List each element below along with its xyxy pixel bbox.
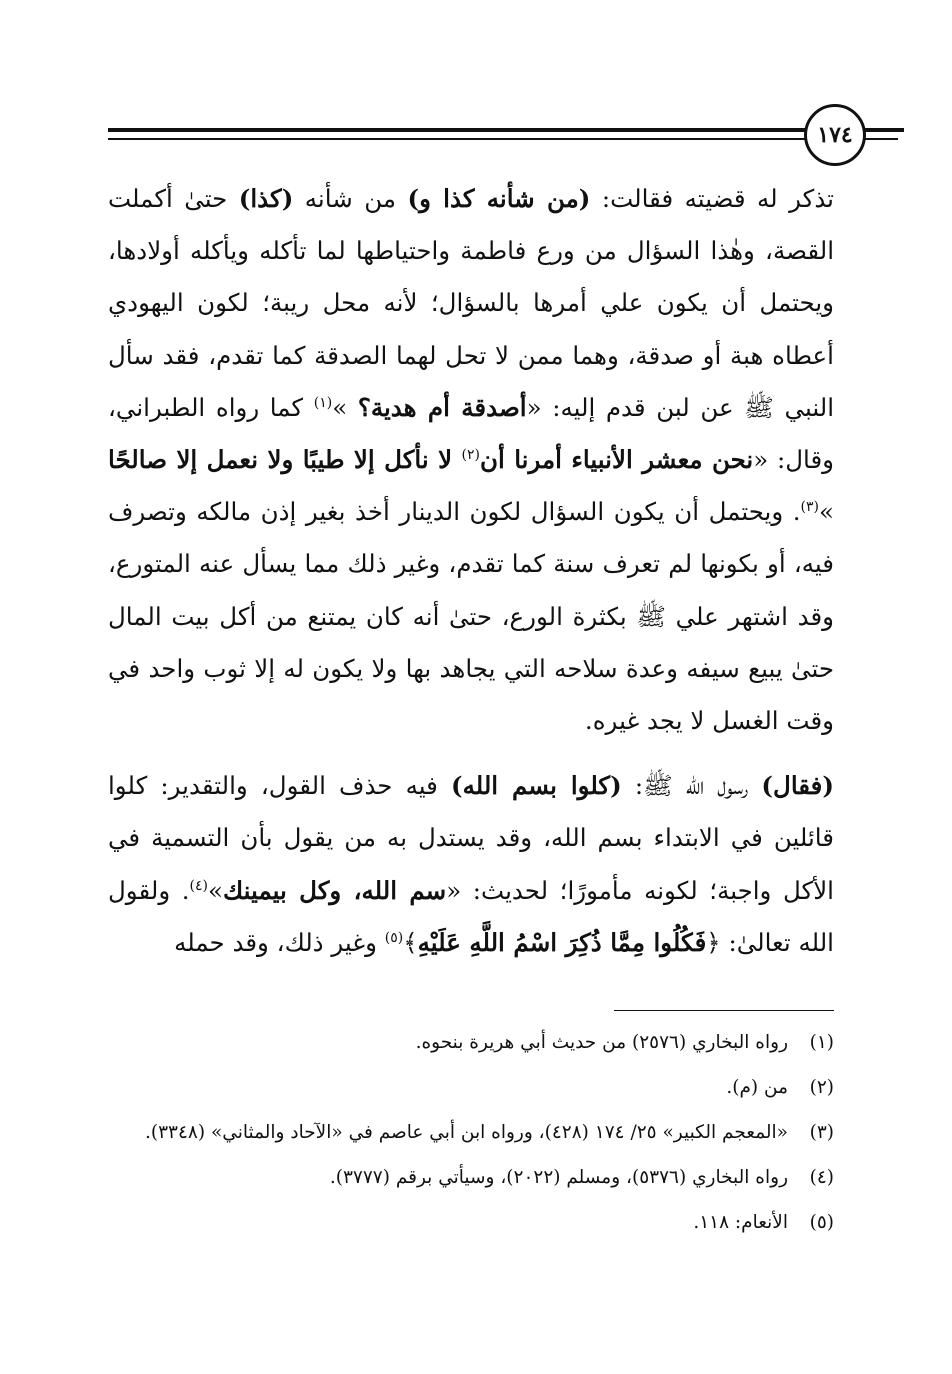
footnote-ref-3[interactable]: (٣) — [800, 499, 819, 516]
text-run: من شأنه — [293, 184, 408, 213]
hadith-quote: نحن معشر الأنبياء أمرنا أن — [479, 445, 754, 475]
footnotes — [108, 1025, 834, 1250]
page-number-tail-thin — [864, 138, 898, 140]
text-run: . ويحتمل أن يكون السؤال لكون الدينار أخذ بغير إذن مالكه وتصرف فيه، أو بكونها لم تعرف سنة كما تقدم، وغير ذلك مما يسأل عنه المتورع، وقد اشتهر علي ﷺ بكثرة الورع، حتىٰ أنه كان يمتنع من أكل بيت المال حتىٰ يبيع سيفه وعدة سلاحه التي يجاهد بها ولا يكون له إلا ثوب واحد في وقت الغسل لا يجد غيره. — [108, 497, 834, 736]
footnote-text: «المعجم الكبير» ٢٥/ ١٧٤ (٤٢٨)، ورواه ابن أبي عاصم في «الآحاد والمثاني» (٣٣٤٨). — [145, 1122, 788, 1143]
quran-verse: فَكُلُوا مِمَّا ذُكِرَ اسْمُ اللَّهِ عَلَيْهِ — [417, 927, 707, 957]
hadith-quote: أصدقة أم هدية؟ — [357, 392, 527, 422]
footnote-number: (٥) — [809, 1212, 834, 1233]
footnote-item — [108, 1070, 834, 1105]
paragraph-2 — [108, 760, 834, 969]
footnote-separator — [614, 1010, 834, 1011]
hadith-quote: لا نأكل إلا طيبًا ولا نعمل إلا صالحًا — [108, 445, 462, 475]
text-run: فيه حذف القول، والتقدير: كلوا قائلين في الابتداء بسم الله، وقد يستدل به من يقول بأن التسمية في الأكل واجبة؛ لكونه مأمورًا؛ لحديث: « — [108, 771, 834, 905]
footnote-number: (٣) — [809, 1122, 834, 1143]
page-header — [108, 100, 853, 180]
footnote-number: (٤) — [809, 1167, 834, 1188]
footnote-ref-2[interactable]: (٢) — [461, 446, 480, 463]
footnote-item — [108, 1205, 834, 1240]
text-run: ﴾ — [403, 927, 418, 957]
footnote-item — [108, 1115, 834, 1150]
footnote-text: الأنعام: ١١٨. — [693, 1212, 788, 1233]
quoted-phrase: (كذا) — [238, 184, 294, 213]
footnote-item — [108, 1160, 834, 1195]
quoted-phrase: (من شأنه كذا و) — [407, 184, 591, 213]
text-run: » — [819, 497, 834, 527]
main-text — [108, 173, 834, 969]
text-run: كما رواه الطبراني، وقال: « — [108, 392, 835, 475]
text-run: حتىٰ أكملت القصة، وهٰذا السؤال من ورع فاطمة واحتياطها لما تأكله ويأكله أولادها، ويحتمل أن يكون علي أمرها بالسؤال؛ لأنه محل ريبة؛ لكون اليهودي أعطاه هبة أو صدقة، وهما ممن لا تحل لهما الصدقة كما تقدم، فقد سأل النبي ﷺ عن لبن قدم إليه: « — [108, 184, 834, 422]
footnote-ref-5[interactable]: (٥) — [384, 929, 404, 946]
text-run: رسول الله ﷺ: — [621, 771, 762, 801]
text-run: » — [332, 392, 358, 422]
footnote-number: (١) — [809, 1032, 834, 1053]
footnote-item — [108, 1025, 834, 1060]
text-run: وغير ذلك، وقد حمله — [174, 927, 385, 957]
header-rule-thick — [108, 128, 848, 132]
footnote-text: من (م). — [726, 1077, 788, 1098]
header-rule-thin — [108, 138, 848, 140]
quoted-phrase: (فقال) — [761, 771, 834, 801]
paragraph-1 — [108, 173, 834, 747]
footnote-ref-1[interactable]: (١) — [313, 394, 333, 411]
text-run: تذكر له قضيته فقالت: — [590, 184, 834, 213]
footnote-text: رواه البخاري (٥٣٧٦)، ومسلم (٢٠٢٢)، وسيأتي برقم (٣٧٧٧). — [329, 1167, 788, 1188]
quoted-phrase: (كلوا بسم الله) — [450, 771, 622, 801]
text-run: . ولقول الله تعالىٰ: ﴿ — [108, 875, 834, 957]
page-number: ١٧٤ — [804, 104, 866, 166]
footnote-text: رواه البخاري (٢٥٧٦) من حديث أبي هريرة بنحوه. — [415, 1032, 788, 1053]
page-number-tail — [864, 128, 904, 132]
hadith-quote: سم الله، وكل بيمينك — [223, 875, 447, 905]
footnote-number: (٢) — [809, 1077, 834, 1098]
text-run: » — [208, 875, 224, 905]
footnote-ref-4[interactable]: (٤) — [189, 877, 209, 894]
